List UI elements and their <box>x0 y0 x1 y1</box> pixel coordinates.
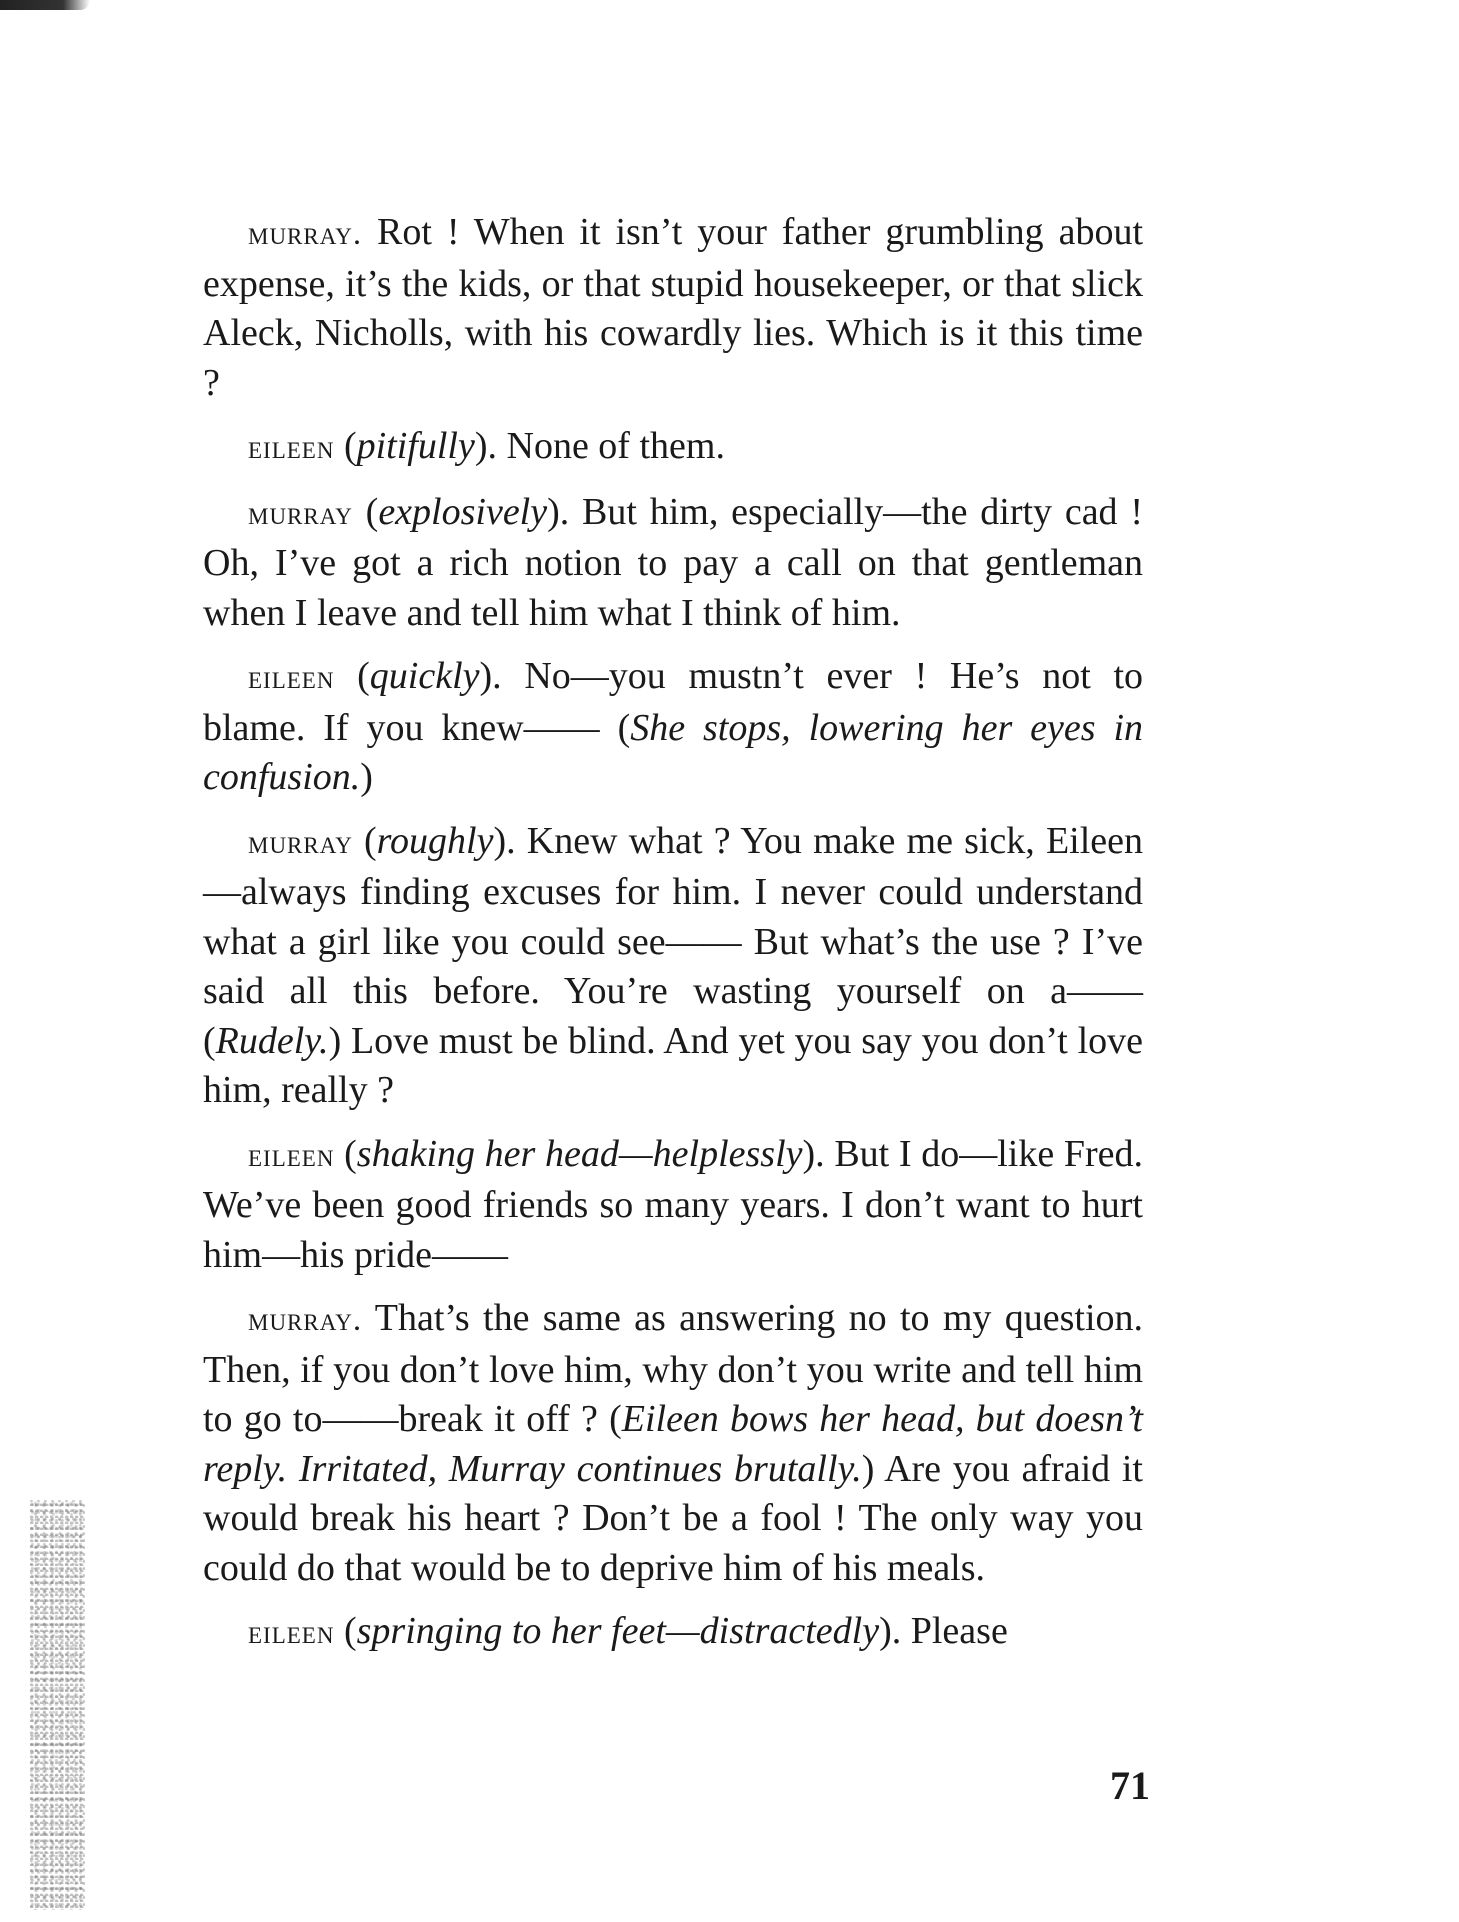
scan-speckle-noise <box>30 1500 85 1910</box>
page-body <box>203 208 1143 1673</box>
dialogue-paragraph <box>203 817 1143 1116</box>
speaker-name: eileen <box>248 1615 335 1651</box>
dialogue-paragraph <box>203 1294 1143 1593</box>
speaker-name: eileen <box>248 1137 335 1174</box>
speaker-name: murray. <box>248 1302 363 1338</box>
speaker-name: murray <box>248 495 353 532</box>
dialogue-text: ) Are you afraid it would break his heart ? Don’t be a fool ! The only way you could do that would be to deprive him of his meals. <box>203 1447 1143 1589</box>
stage-direction: explosively <box>378 490 548 533</box>
page-number: 71 <box>1110 1763 1150 1808</box>
stage-direction: Eileen bows her head, but doesn’t reply. Irritated, Murray continues brutally. <box>203 1398 1143 1490</box>
stage-direction: Rudely. <box>215 1019 329 1062</box>
stage-direction: pitifully <box>356 425 475 467</box>
stage-direction: She stops, lowering her eyes in confusion. <box>203 706 1143 798</box>
speaker-name: murray <box>248 824 353 861</box>
dialogue-text: ( <box>334 1132 357 1175</box>
dialogue-text: ). Please <box>879 1610 1008 1652</box>
dialogue-paragraph <box>203 652 1143 803</box>
dialogue-text: ). No—you mustn’t ever ! He’s not to blame. If you knew—— ( <box>203 655 1143 749</box>
dialogue-paragraph <box>203 208 1143 408</box>
dialogue-text: ). Knew what ? You make me sick, Eileen—always finding excuses for him. I never could understand what a girl like you could see—— But what’s the use ? I’ve said all this before. You’re wasting yourself on a—— ( <box>203 819 1144 1062</box>
stage-direction: shaking her head—helplessly <box>356 1132 803 1175</box>
dialogue-paragraph <box>203 1130 1143 1281</box>
stage-direction: roughly <box>376 819 494 862</box>
dialogue-paragraph <box>203 488 1143 639</box>
dialogue-text: Rot ! When it isn’t your father grumbling about expense, it’s the kids, or that stupid housekeeper, or that slick Aleck, Nicholls, with his cowardly lies. Which is it this time ? <box>203 211 1143 404</box>
speaker-name: murray. <box>248 216 363 252</box>
dialogue-text: ( <box>334 655 370 697</box>
dialogue-text: ( <box>334 425 357 467</box>
dialogue-text: ). But I do—like Fred. We’ve been good friends so many years. I don’t want to hurt him—his pride—— <box>203 1132 1143 1276</box>
dialogue-text: ( <box>334 1610 357 1652</box>
dialogue-text: ) <box>360 756 373 798</box>
dialogue-text: ( <box>352 819 377 862</box>
dialogue-paragraph <box>203 422 1143 474</box>
stage-direction: springing to her feet—distractedly <box>356 1610 880 1652</box>
dialogue-text: ( <box>352 490 379 533</box>
dialogue-text: ). None of them. <box>474 425 725 467</box>
stage-direction: quickly <box>369 655 480 697</box>
dialogue-text: ). But him, especially—the dirty cad ! Oh, I’ve got a rich notion to pay a call on that gentleman when I leave and tell him what I think of him. <box>203 490 1144 634</box>
dialogue-text: ) Love must be blind. And yet you say you don’t love him, really ? <box>203 1019 1143 1111</box>
speaker-name: eileen <box>248 430 335 466</box>
speaker-name: eileen <box>248 660 335 696</box>
scan-edge-mark <box>0 0 90 10</box>
dialogue-text: That’s the same as answering no to my question. Then, if you don’t love him, why don’t you write and tell him to go to——break it off ? ( <box>203 1297 1143 1440</box>
dialogue-paragraph <box>203 1607 1143 1659</box>
